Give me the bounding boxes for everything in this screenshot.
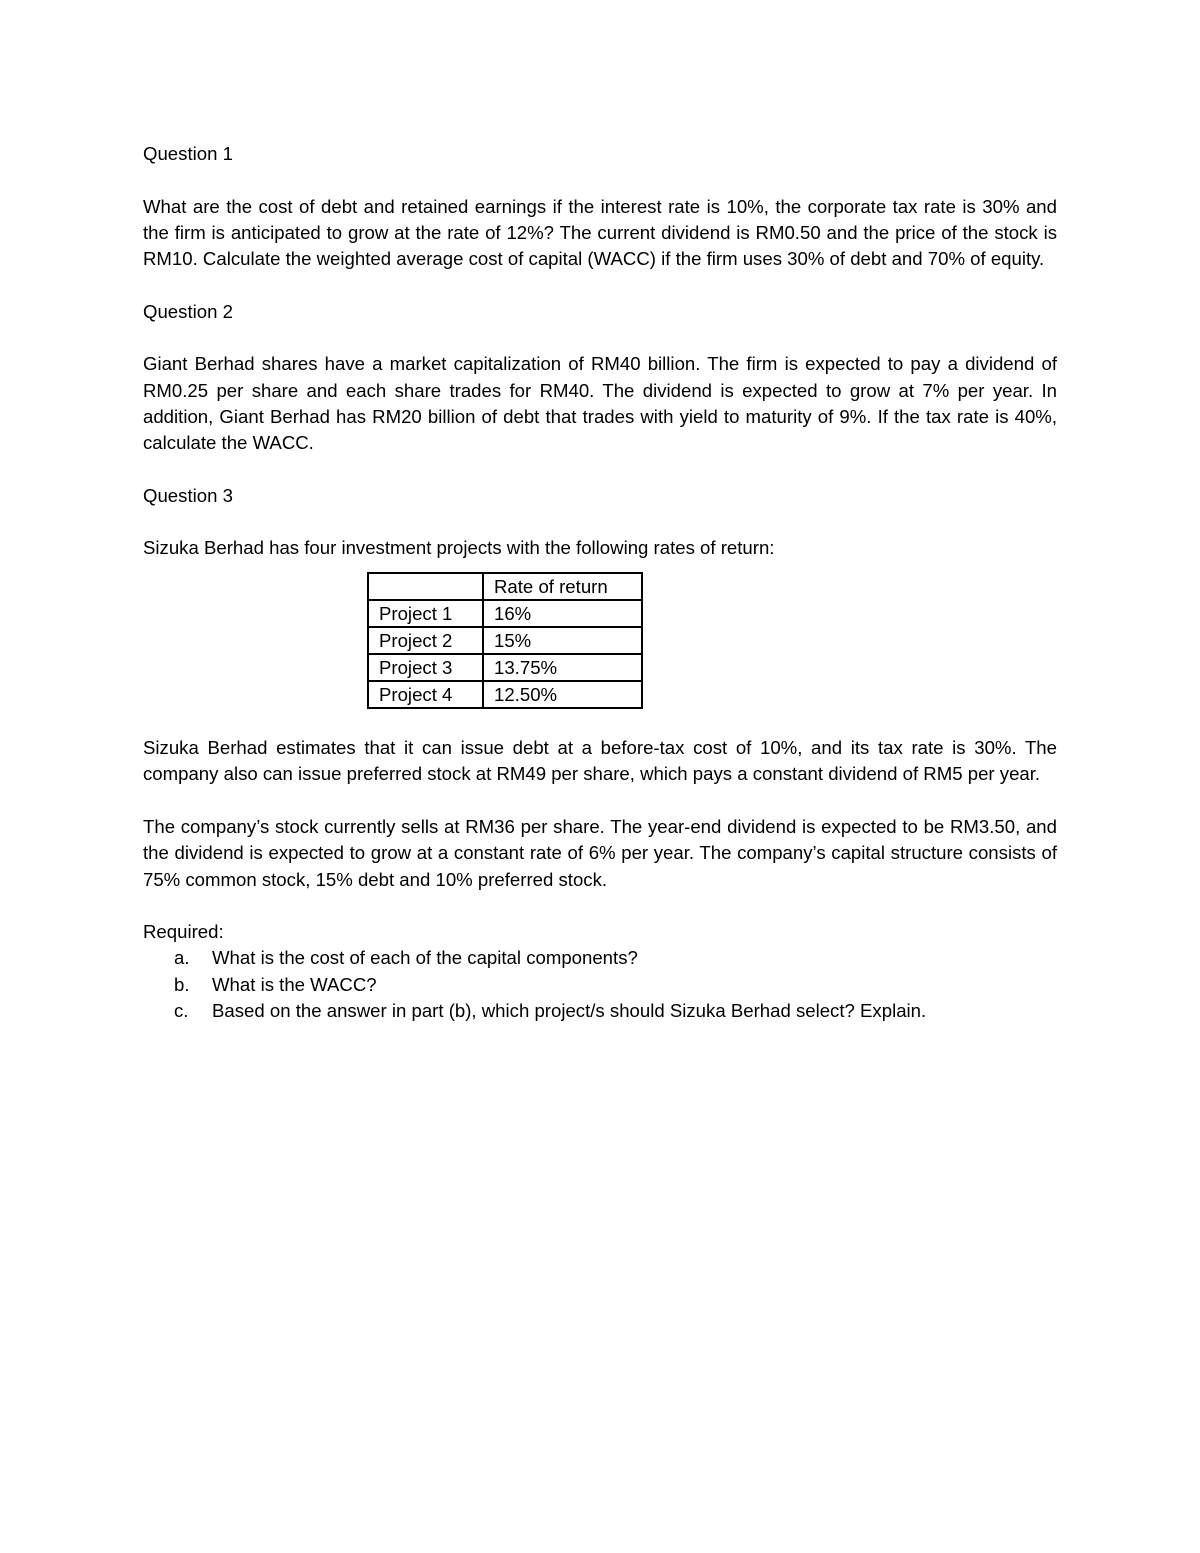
question-2-text: Giant Berhad shares have a market capitalization of RM40 billion. The firm is expected to pay a dividend of RM0.25 per share and each share trades for RM40. The dividend is expected to grow at 7% per year. In addition, Giant Berhad has RM20 billion of debt that trades with yield to maturity of 9%. If the tax rate is 40%, calculate the WACC. — [143, 353, 1057, 454]
list-item-text: What is the cost of each of the capital components? — [212, 947, 638, 969]
required-label: Required: — [143, 921, 224, 943]
rate-cell: 12.50% — [483, 681, 642, 708]
list-item-text: What is the WACC? — [212, 973, 377, 995]
table-header-cell — [368, 573, 483, 600]
rate-cell: 15% — [483, 627, 642, 654]
list-item — [143, 998, 1057, 1024]
document-page — [143, 141, 1057, 1024]
question-2-heading: Question 2 — [143, 300, 233, 322]
list-marker: b. — [174, 973, 190, 995]
project-name-cell: Project 4 — [368, 681, 483, 708]
question-1-heading: Question 1 — [143, 143, 233, 164]
question-3-paragraph-1: Sizuka Berhad estimates that it can issue debt at a before-tax cost of 10%, and its tax rate is 30%. The company also can issue preferred stock at RM49 per share, which pays a constant dividend of RM5 per year. — [143, 737, 1057, 785]
project-name-cell: Project 2 — [368, 627, 483, 654]
list-marker: c. — [174, 1000, 189, 1022]
table-row — [368, 600, 642, 627]
table-header-cell: Rate of return — [483, 573, 642, 600]
list-marker: a. — [174, 947, 190, 969]
rates-of-return-table — [367, 572, 643, 709]
project-name-cell: Project 1 — [368, 600, 483, 627]
rate-cell: 13.75% — [483, 654, 642, 681]
table-row — [368, 681, 642, 708]
table-header-row — [368, 573, 642, 600]
question-3-paragraph-2: The company’s stock currently sells at RM36 per share. The year-end dividend is expected to be RM3.50, and the dividend is expected to grow at a constant rate of 6% per year. The company’s capital structure consists of 75% common stock, 15% debt and 10% preferred stock. — [143, 815, 1057, 890]
required-list — [143, 945, 1057, 1024]
list-item-text: Based on the answer in part (b), which project/s should Sizuka Berhad select? Explain. — [212, 1000, 927, 1022]
project-name-cell: Project 3 — [368, 654, 483, 681]
question-3-intro: Sizuka Berhad has four investment projects with the following rates of return: — [143, 537, 775, 559]
rate-cell: 16% — [483, 600, 642, 627]
list-item — [143, 972, 1057, 998]
table-row — [368, 627, 642, 654]
question-3-heading: Question 3 — [143, 484, 233, 506]
table-row — [368, 654, 642, 681]
question-1-text: What are the cost of debt and retained earnings if the interest rate is 10%, the corporate tax rate is 30% and the firm is anticipated to grow at the rate of 12%? The current dividend is RM0.50 and the price of the stock is RM10. Calculate the weighted average cost of capital (WACC) if the firm uses 30% of debt and 70% of equity. — [143, 195, 1057, 270]
list-item — [143, 945, 1057, 971]
